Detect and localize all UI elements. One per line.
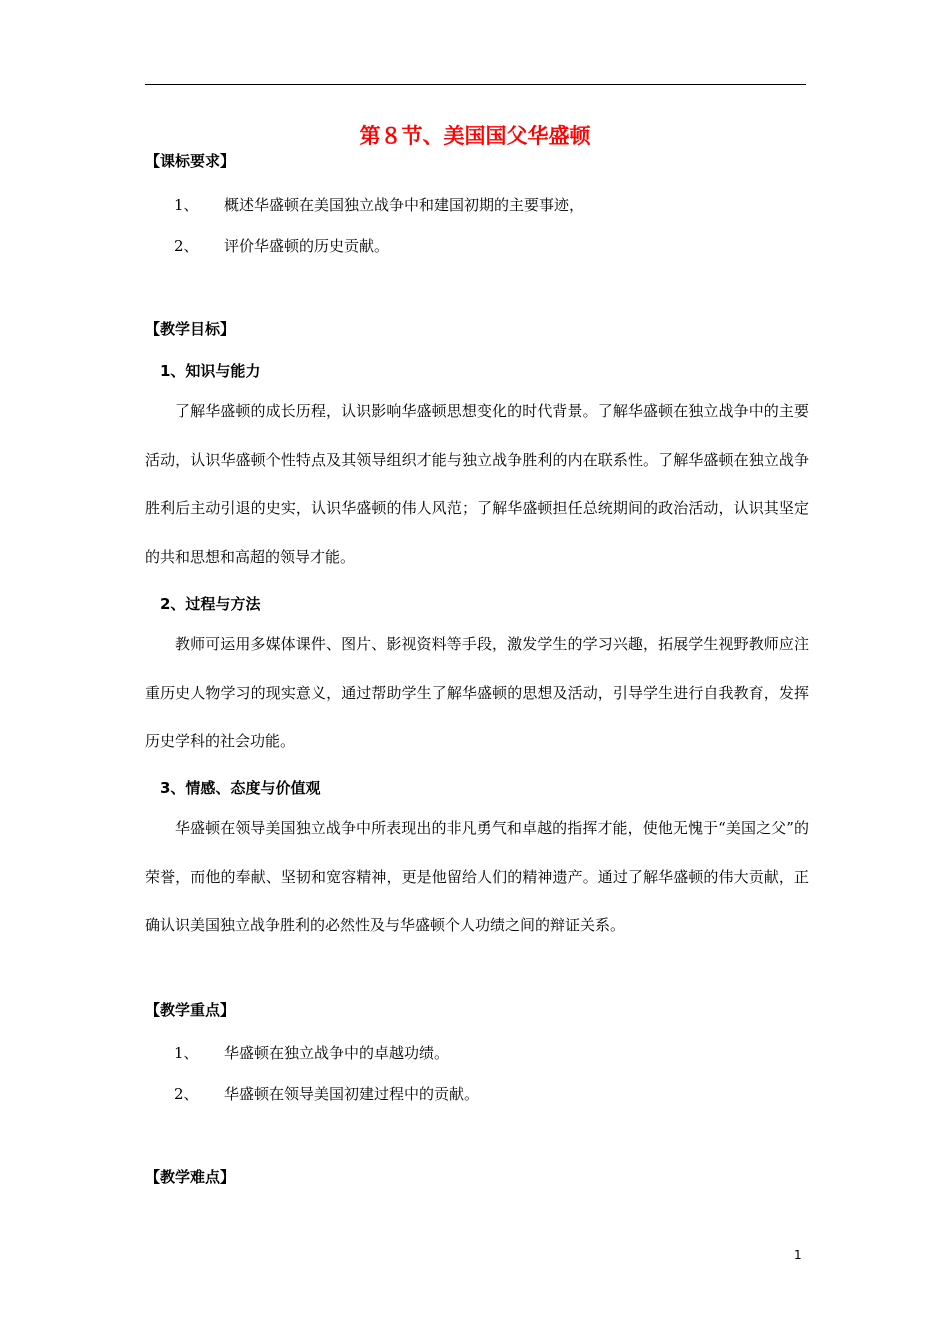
item-number: 2、 [174,237,199,255]
section-heading-zhongdian: 【教学重点】 [145,1001,236,1019]
subheading-process: 2、过程与方法 [160,595,261,613]
section-heading-nandian: 【教学难点】 [145,1168,236,1186]
page-number: 1 [794,1248,802,1262]
item-text: 华盛顿在领导美国初建过程中的贡献。 [224,1085,480,1103]
item-number: 1、 [174,1044,199,1062]
paragraph-values: 华盛顿在领导美国独立战争中所表现出的非凡勇气和卓越的指挥才能，使他无愧于“美国之父”的荣誉，而他的奉献、坚韧和宽容精神，更是他留给人们的精神遗产。通过了解华盛顿的伟大贡献，正确认识美国独立战争胜利的必然性及与华盛顿个人功绩之间的辩证关系。 [145,819,809,934]
item-number: 2、 [174,1085,199,1103]
subheading-knowledge: 1、知识与能力 [160,362,261,380]
item-text: 概述华盛顿在美国独立战争中和建国初期的主要事迹， [224,196,585,214]
section-heading-mubiao: 【教学目标】 [145,320,236,338]
section-heading-kebiao: 【课标要求】 [145,152,236,170]
header-rule [145,84,806,85]
item-text: 华盛顿在独立战争中的卓越功绩。 [224,1044,450,1062]
list-item [174,1083,479,1105]
list-item [174,1042,449,1064]
paragraph-process: 教师可运用多媒体课件、图片、影视资料等手段，激发学生的学习兴趣，拓展学生视野教师应注重历史人物学习的现实意义，通过帮助学生了解华盛顿的思想及活动，引导学生进行自我教育，发挥历史学科的社会功能。 [145,635,809,750]
list-item [174,194,584,216]
page-title: 第８节、美国国父华盛顿 [359,124,591,148]
paragraph-knowledge: 了解华盛顿的成长历程，认识影响华盛顿思想变化的时代背景。了解华盛顿在独立战争中的主要活动，认识华盛顿个性特点及其领导组织才能与独立战争胜利的内在联系性。了解华盛顿在独立战争胜利后主动引退的史实，认识华盛顿的伟人风范；了解华盛顿担任总统期间的政治活动，认识其坚定的共和思想和高超的领导才能。 [145,402,809,566]
item-number: 1、 [174,196,199,214]
list-item [174,235,389,257]
subheading-values: 3、情感、态度与价值观 [160,779,321,797]
item-text: 评价华盛顿的历史贡献。 [224,237,390,255]
